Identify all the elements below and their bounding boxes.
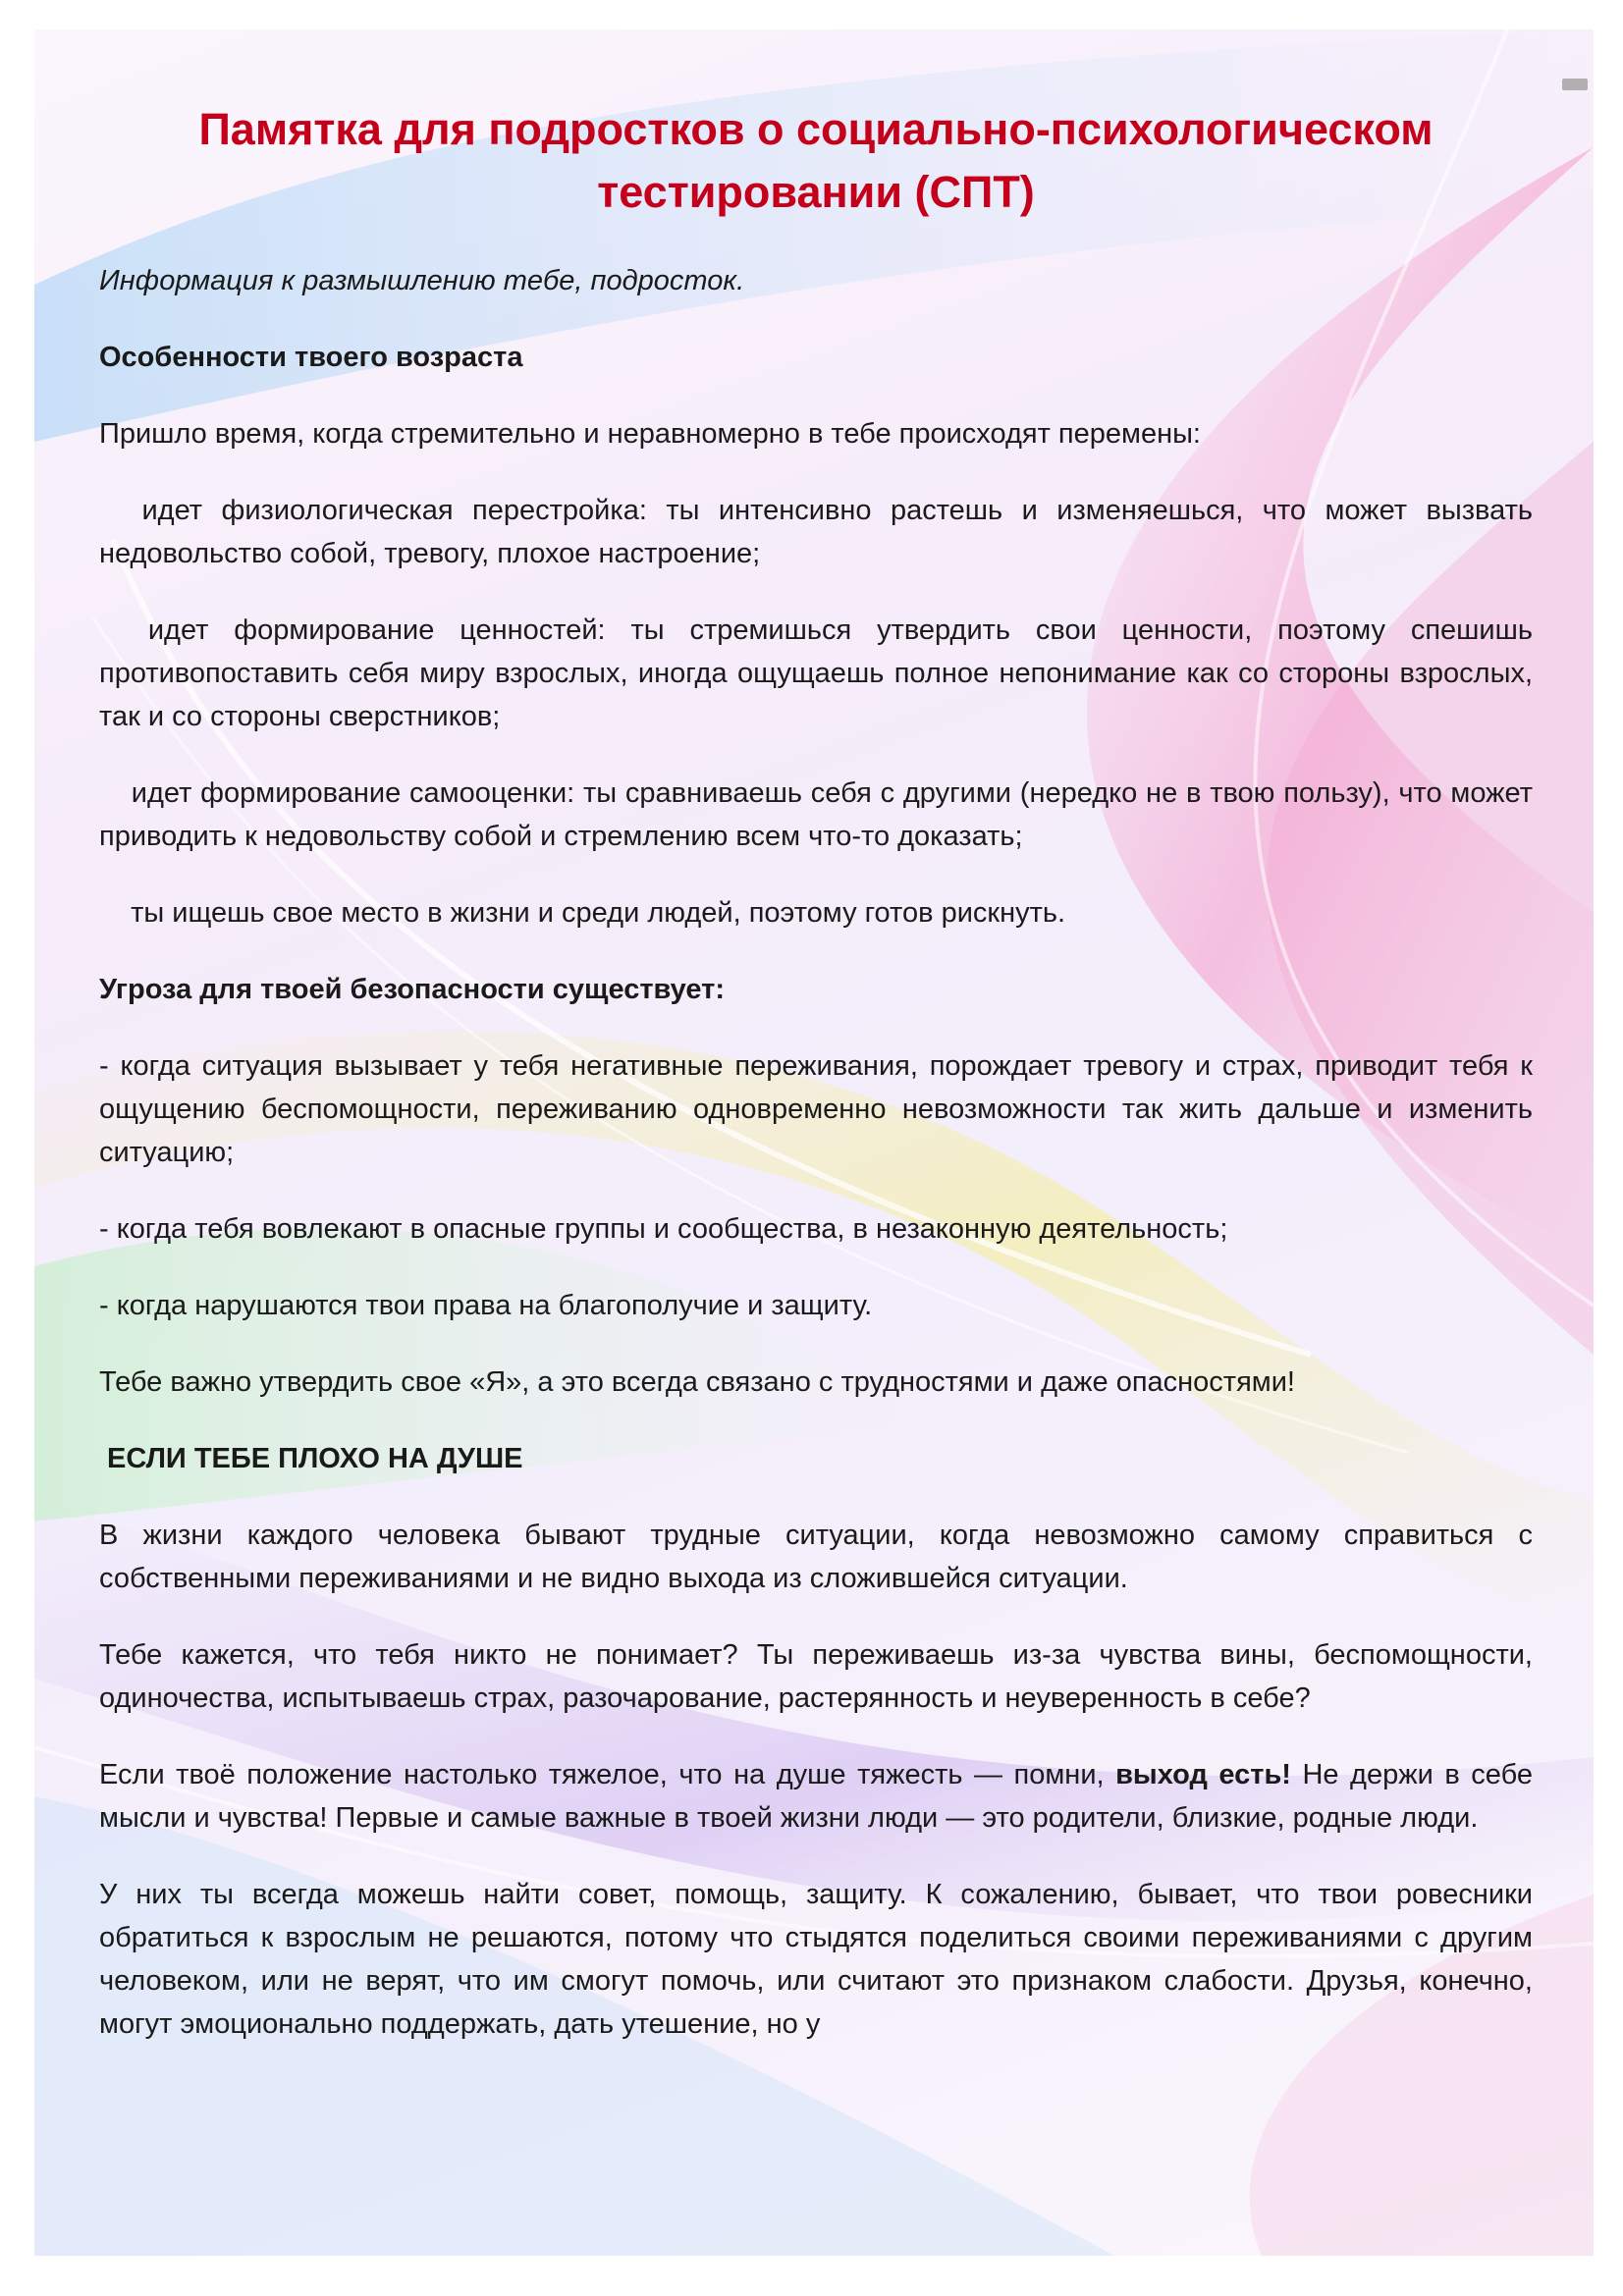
age-bullet-2: [99, 609, 1533, 738]
exit-exists-emphasis: выход есть!: [1115, 1759, 1291, 1790]
bad-mood-paragraph-2: Тебе кажется, что тебя никто не понимает? Ты переживаешь из-за чувства вины, беспомощности, одиночества, испытываешь страх, разочарование, растерянность и неуверенность в себе?: [99, 1639, 1533, 1714]
bullet-text: идет формирование ценностей: ты стремишься утвердить свои ценности, поэтому спешишь противопоставить себя миру взрослых, иногда ощущаешь полное непонимание как со стороны взрослых, так и со стороны сверстников;: [99, 614, 1533, 732]
age-bullet-1: [99, 489, 1533, 575]
bad-mood-paragraph-3: [99, 1753, 1533, 1840]
threat-item-3: - когда нарушаются твои права на благополучие и защиту.: [99, 1290, 873, 1321]
threat-closing-text: Тебе важно утвердить свое «Я», а это всегда связано с трудностями и даже опасностями!: [99, 1366, 1295, 1398]
threat-item-1: - когда ситуация вызывает у тебя негативные переживания, порождает тревогу и страх, приводит тебя к ощущению беспомощности, переживанию одновременно невозможности так жить дальше и изменить ситуацию;: [99, 1050, 1533, 1168]
bullet-text: ты ищешь свое место в жизни и среди людей, поэтому готов рискнуть.: [131, 897, 1066, 929]
age-lead-text: Пришло время, когда стремительно и неравномерно в тебе происходят перемены:: [99, 418, 1201, 450]
bullet-text: идет физиологическая перестройка: ты интенсивно растешь и изменяешься, что может вызвать недовольство собой, тревогу, плохое настроение;: [99, 495, 1533, 569]
threat-item-2: - когда тебя вовлекают в опасные группы и сообщества, в незаконную деятельность;: [99, 1213, 1228, 1245]
section-heading-age: Особенности твоего возраста: [99, 342, 523, 373]
intro-text: Информация к размышлению тебе, подросток.: [99, 265, 745, 296]
age-bullet-3: [99, 772, 1533, 858]
bad-mood-paragraph-1: В жизни каждого человека бывают трудные ситуации, когда невозможно самому справиться с собственными переживаниями и не видно выхода из сложившейся ситуации.: [99, 1520, 1533, 1594]
section-heading-bad-mood: ЕСЛИ ТЕБЕ ПЛОХО НА ДУШЕ: [107, 1443, 523, 1474]
corner-watermark-mark: [1562, 79, 1588, 90]
page-title: Памятка для подростков о социально-психологическом тестировании (СПТ): [198, 104, 1434, 217]
age-bullet-4: [99, 891, 1533, 934]
bullet-text: идет формирование самооценки: ты сравниваешь себя с другими (нередко не в твою пользу), что может приводить к недовольству собой и стремлению всем что-то доказать;: [99, 777, 1533, 852]
section-heading-threat: Угроза для твоей безопасности существует:: [99, 974, 726, 1005]
bad-mood-paragraph-4: У них ты всегда можешь найти совет, помощь, защиту. К сожалению, бывает, что твои ровесники обратиться к взрослым не решаются, потому что стыдятся поделиться своими переживаниями с другим человеком, или не верят, что им смогут помочь, или считают это признаком слабости. Друзья, конечно, могут эмоционально поддержать, дать утешение, но у: [99, 1879, 1533, 2040]
document-content: [99, 98, 1533, 2046]
paragraph-text-before: Если твоё положение настолько тяжелое, что на душе тяжесть — помни,: [99, 1759, 1116, 1790]
paragraph-text-after: Не держи в себе мысли и чувства! Первые и самые важные в твоей жизни люди — это родители, близкие, родные люди.: [99, 1759, 1533, 1834]
